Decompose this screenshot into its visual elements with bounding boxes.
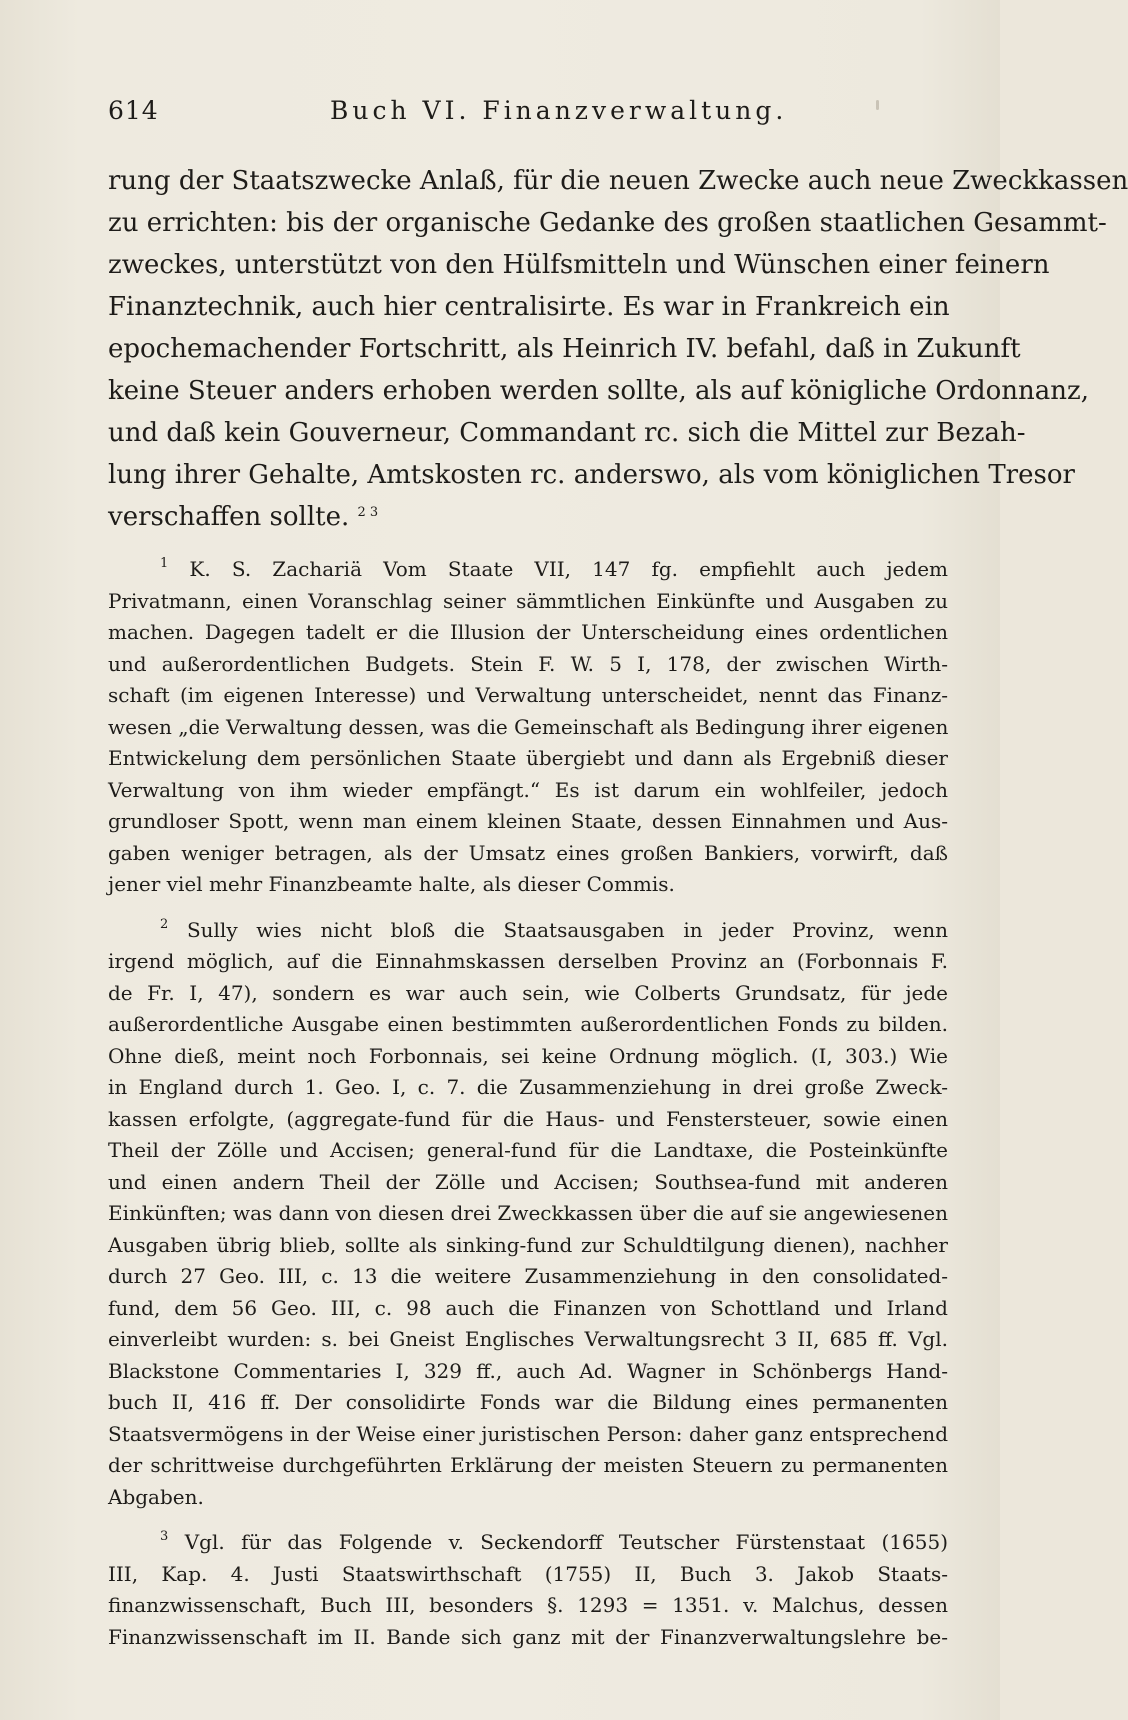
footnote-line: schaft (im eigenen Interesse) und Verwaltung unterscheidet, nennt das Finanz- <box>108 683 948 707</box>
footnote-line: finanzwissenschaft, Buch III, besonders §. 1293 = 1351. v. Malchus, dessen <box>108 1593 948 1617</box>
footnote-line: de Fr. I, 47), sondern es war auch sein, wie Colberts Grundsatz, für jede <box>108 980 948 1005</box>
body-line: rung der Staatszwecke Anlaß, für die neuen Zwecke auch neue Zweckkassen <box>108 166 1128 196</box>
footnote-line: und einen andern Theil der Zölle und Accisen; Southsea-fund mit anderen <box>108 1169 948 1194</box>
footnote-line: und außerordentlichen Budgets. Stein F. W. 5 I, 178, der zwischen Wirth- <box>108 651 948 676</box>
footnote-line: buch II, 416 ff. Der consolidirte Fonds war die Bildung eines permanenten <box>108 1390 948 1414</box>
footnote-line: Verwaltung von ihm wieder empfängt.“ Es ist darum ein wohlfeiler, jedoch <box>108 777 948 802</box>
footnote-line: einverleibt wurden: s. bei Gneist Englisches Verwaltungsrecht 3 II, 685 ff. Vgl. <box>108 1327 948 1351</box>
footnote-line: Finanzwissenschaft im II. Bande sich ganz mit der Finanzverwaltungslehre be- <box>108 1624 948 1649</box>
body-line: epochemachender Fortschritt, als Heinrich IV. befahl, daß in Zukunft <box>108 334 1021 364</box>
footnote-line: Ausgaben übrig blieb, sollte als sinking-fund zur Schuldtilgung dienen), nachher <box>108 1232 948 1257</box>
footnote-line: III, Kap. 4. Justi Staatswirthschaft (1755) II, Buch 3. Jakob Staats- <box>108 1561 948 1586</box>
body-line: Finanztechnik, auch hier centralisirte. Es war in Frankreich ein <box>108 292 950 322</box>
footnote-line: Privatmann, einen Voranschlag seiner sämmtlichen Einkünfte und Ausgaben zu <box>108 588 948 613</box>
footnote-line: Blackstone Commentaries I, 329 ff., auch Ad. Wagner in Schönbergs Hand- <box>108 1358 948 1383</box>
footnote-line <box>108 915 948 947</box>
footnote-line: in England durch 1. Geo. I, c. 7. die Zusammenziehung in drei große Zweck- <box>108 1075 948 1099</box>
footnote-text: Sully wies nicht bloß die Staatsausgaben in jeder Provinz, wenn <box>186 917 949 942</box>
body-line-text: verschaffen sollte. <box>108 502 350 532</box>
footnote-line: machen. Dagegen tadelt er die Illusion der Unterscheidung eines ordentlichen <box>108 620 948 644</box>
body-paragraph <box>108 160 1128 538</box>
footnote-line: Entwickelung dem persönlichen Staate übergiebt und dann als Ergebniß dieser <box>108 746 948 770</box>
footnote-references: 2 3 <box>357 505 379 520</box>
footnote-marker: 2 <box>160 916 169 932</box>
body-line: keine Steuer anders erhoben werden sollte, als auf königliche Ordonnanz, <box>108 376 1089 406</box>
footnote-line: jener viel mehr Finanzbeamte halte, als dieser Commis. <box>108 872 675 896</box>
footnote-text: Vgl. für das Folgende v. Seckendorff Teutscher Fürstenstaat (1655) <box>184 1530 948 1554</box>
footnote-marker: 1 <box>160 556 169 571</box>
footnote-line: durch 27 Geo. III, c. 13 die weitere Zusammenziehung in den consolidated- <box>108 1264 948 1288</box>
footnote-text: K. S. Zachariä Vom Staate VII, 147 fg. empfiehlt auch jedem <box>189 557 948 581</box>
footnote-line: grundloser Spott, wenn man einem kleinen Staate, dessen Einnahmen und Aus- <box>108 809 948 833</box>
footnote-line: außerordentliche Ausgabe einen bestimmten außerordentlichen Fonds zu bilden. <box>108 1012 948 1036</box>
footnote-line: fund, dem 56 Geo. III, c. 98 auch die Finanzen von Schottland und Irland <box>108 1295 948 1320</box>
main-text <box>108 160 1128 1653</box>
footnote-marker: 3 <box>160 1529 169 1544</box>
body-line: lung ihrer Gehalte, Amtskosten rc. anderswo, als vom königlichen Tresor <box>108 460 1075 490</box>
body-line: zweckes, unterstützt von den Hülfsmitteln und Wünschen einer feinern <box>108 250 1050 280</box>
footnote-line: wesen „die Verwaltung dessen, was die Gemeinschaft als Bedingung ihrer eigenen <box>108 714 949 739</box>
footnote-line <box>108 1527 948 1559</box>
footnote-line: Ohne dieß, meint noch Forbonnais, sei keine Ordnung möglich. (I, 303.) Wie <box>108 1043 948 1068</box>
running-header <box>108 96 928 136</box>
body-line: und daß kein Gouverneur, Commandant rc. sich die Mittel zur Bezah- <box>108 418 1026 448</box>
running-title: Buch VI. Finanzverwaltung. <box>330 96 788 125</box>
footnote-line: Theil der Zölle und Accisen; general-fund für die Landtaxe, die Posteinkünfte <box>108 1138 948 1162</box>
footnote-line: Einkünften; was dann von diesen drei Zweckkassen über die auf sie angewiesenen <box>108 1201 948 1225</box>
footnote-line: irgend möglich, auf die Einnahmskassen derselben Provinz an (Forbonnais F. <box>108 949 948 973</box>
footnote-line: Staatsvermögens in der Weise einer juristischen Person: daher ganz entsprechend <box>108 1421 948 1446</box>
page-number: 614 <box>108 96 159 125</box>
footnote-line: gaben weniger betragen, als der Umsatz eines großen Bankiers, vorwirft, daß <box>108 840 948 865</box>
footnote-line: der schrittweise durchgeführten Erklärung der meisten Steuern zu permanenten <box>108 1453 948 1477</box>
footnote-3 <box>108 1527 948 1653</box>
footnote-1 <box>108 554 948 901</box>
footnote-2 <box>108 915 948 1514</box>
footnote-line: Abgaben. <box>108 1484 204 1509</box>
footnote-line <box>108 554 948 586</box>
body-line: zu errichten: bis der organische Gedanke des großen staatlichen Gesammt- <box>108 208 1107 238</box>
footnote-line: kassen erfolgte, (aggregate-fund für die Haus- und Fenstersteuer, sowie einen <box>108 1106 948 1131</box>
body-line-last <box>108 496 948 538</box>
